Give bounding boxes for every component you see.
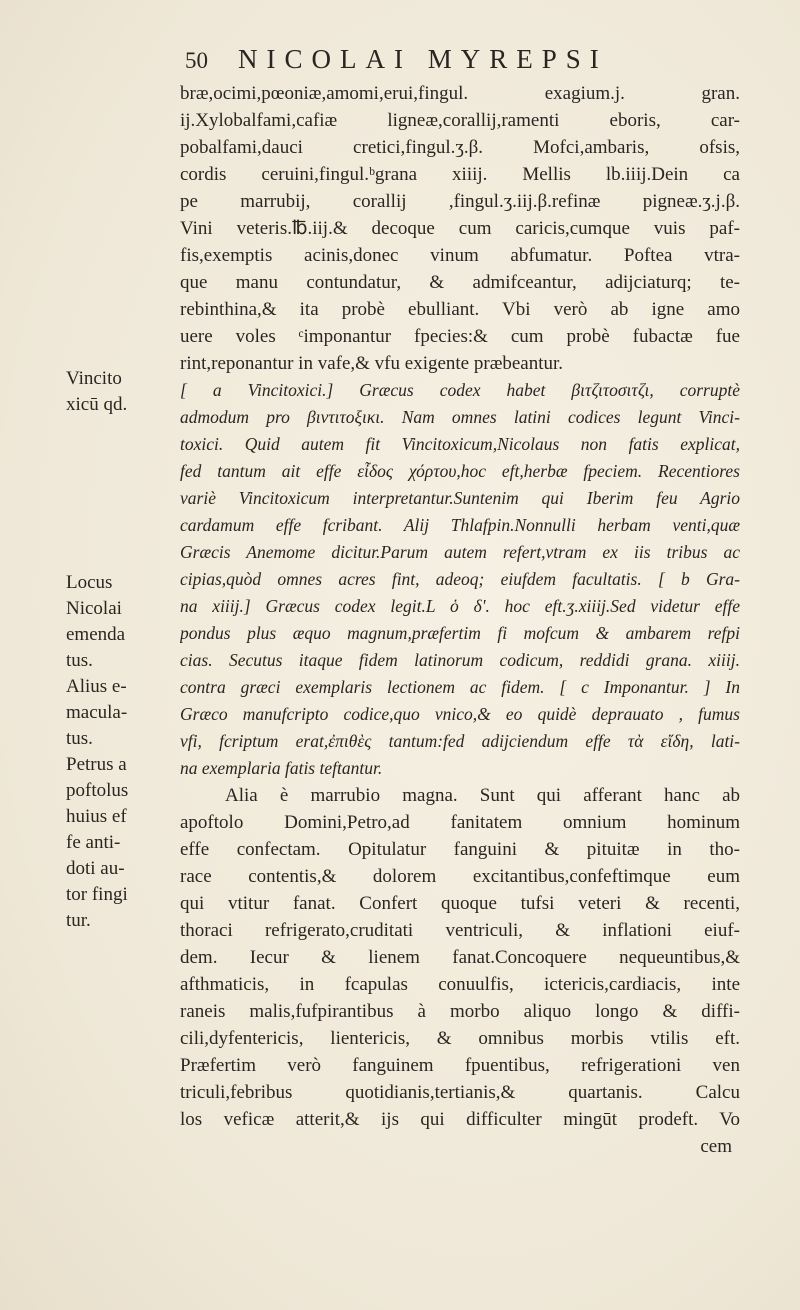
margin-line: Locus [66,572,113,593]
text-line: cordis ceruini,fingul.ᵇgrana xiiij. Mellis lb.iiij.Dein ca [180,164,740,185]
commentary-note [180,377,740,782]
note-line: toxici. Quid autem fit Vincitoxicum,Nicolaus non fatis explicat, [180,434,740,454]
margin-line: tor fingi [66,884,128,905]
margin-note-vincitoxicum [66,366,166,418]
note-line: na exemplaria fatis teftantur. [180,758,383,778]
recipe-text [180,80,740,377]
text-line: que manu contundatur, & admifceantur, adijciaturq; te- [180,272,740,293]
margin-line: tus. [66,728,93,749]
note-line: vfi, fcriptum erat,ἐπιθὲς tantum:fed adijciendum effe τὰ εἴδη, lati- [180,731,740,751]
text-line: pe marrubij, corallij ,fingul.ʒ.iij.β.refinæ pigneæ.ʒ.j.β. [180,191,740,212]
note-line: [ a Vincitoxici.] Græcus codex habet βιτζιτοσιτζι, corruptè [180,380,740,400]
margin-line: Nicolai [66,598,122,619]
running-title: NICOLAI MYREPSI [238,44,608,74]
note-line: cardamum effe fcribant. Alij Thlafpin.Nonnulli herbam venti,quæ [180,515,740,535]
note-line: cias. Secutus itaque fidem latinorum codicum, reddidi grana. xiiij. [180,650,740,670]
text-line: fis,exemptis acinis,donec vinum abfumatur. Poftea vtra- [180,245,740,266]
text-line: pobalfami,dauci cretici,fingul.ʒ.β. Mofci,ambaris, ofsis, [180,137,740,158]
text-line: race contentis,& dolorem excitantibus,confeftimque eum [180,866,740,887]
text-line: Præfertim verò fanguinem fpuentibus, refrigerationi ven [180,1055,740,1076]
recipe-text-2 [180,782,740,1160]
note-line: cipias,quòd omnes acres fint, adeoq; eiufdem facultatis. [ b Gra- [180,569,740,589]
note-line: Græco manufcripto codice,quo vnico,& eo quidè deprauato , fumus [180,704,740,724]
text-line: raneis malis,fufpirantibus à morbo aliquo longo & diffi- [180,1001,740,1022]
margin-line: Alius e- [66,676,127,697]
margin-line: xicū qd. [66,394,128,415]
margin-line: Petrus a [66,754,127,775]
margin-line: tur. [66,910,91,931]
text-line: Vini veteris.℔.iij.& decoque cum caricis,cumque vuis paf- [180,218,740,239]
margin-line: tus. [66,650,93,671]
margin-line: huius ef [66,806,127,827]
margin-line: Vincito [66,368,122,389]
text-line: afthmaticis, in fcapulas conuulfis, ictericis,cardiacis, inte [180,974,740,995]
note-line: admodum pro βιντιτοξικι. Nam omnes latini codices legunt Vinci- [180,407,740,427]
text-line: ij.Xylobalfami,cafiæ ligneæ,corallij,ramenti eboris, car- [180,110,740,131]
text-line: los veficæ atterit,& ijs qui difficulter mingūt prodeft. Vo [180,1109,740,1130]
text-line: triculi,febribus quotidianis,tertianis,& quartanis. Calcu [180,1082,740,1103]
text-line: rebinthina,& ita probè ebulliant. Vbi verò ab igne amo [180,299,740,320]
margin-line: macula- [66,702,128,723]
note-line: variè Vincitoxicum interpretantur.Suntenim qui Iberim feu Agrio [180,488,740,508]
text-line: qui vtitur fanat. Confert quoque tufsi veteri & recenti, [180,893,740,914]
margin-line: fe anti- [66,832,121,853]
text-line: Alia è marrubio magna. Sunt qui afferant hanc ab [225,785,740,806]
text-line: uere voles ᶜimponantur fpecies:& cum probè fubactæ fue [180,326,740,347]
text-line: cili,dyfentericis, lientericis, & omnibus morbis vtilis eft. [180,1028,740,1049]
catchword: cem [700,1136,732,1157]
margin-line: emenda [66,624,126,645]
text-line: dem. Iecur & lienem fanat.Concoquere nequeuntibus,& [180,947,740,968]
margin-note-locus [66,570,166,934]
text-line: apoftolo Domini,Petro,ad fanitatem omnium hominum [180,812,740,833]
page-number: 50 [185,48,208,73]
margin-line: doti au- [66,858,125,879]
margin-line: poftolus [66,780,129,801]
note-line: fed tantum ait effe εἶδος χόρτου,hoc eft,herbæ fpeciem. Recentiores [180,461,740,481]
text-line: bræ,ocimi,pœoniæ,amomi,erui,fingul. exagium.j. gran. [180,83,740,104]
note-line: na xiiij.] Græcus codex legit.L ὁ δ'. hoc eft.ʒ.xiiij.Sed videtur effe [180,596,740,616]
text-line: effe confectam. Opitulatur fanguini & pituitæ in tho- [180,839,740,860]
note-line: pondus plus æquo magnum,præfertim fi mofcum & ambarem refpi [180,623,740,643]
page-header [185,44,725,78]
text-line: thoraci refrigerato,cruditati ventriculi, & inflationi eiuf- [180,920,740,941]
note-line: contra græci exemplaris lectionem ac fidem. [ c Imponantur. ] In [180,677,740,697]
note-line: Græcis Anemome dicitur.Parum autem refert,vtram ex iis tribus ac [180,542,740,562]
text-line: rint,reponantur in vafe,& vfu exigente præbeantur. [180,353,564,374]
